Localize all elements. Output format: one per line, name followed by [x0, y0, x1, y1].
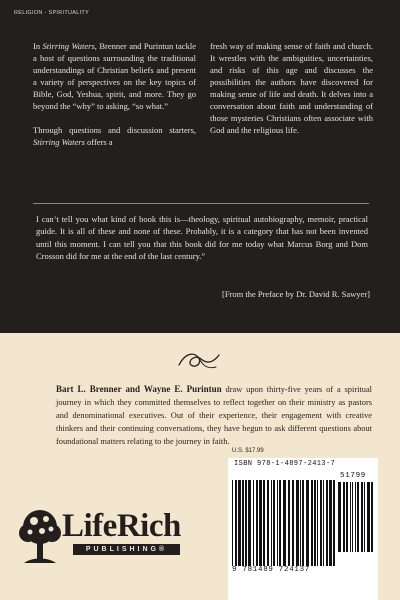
- barcode-bar: [253, 480, 254, 566]
- publisher-name: LifeRich: [62, 508, 181, 544]
- barcode-bar: [329, 480, 332, 566]
- barcode-bar: [283, 480, 286, 566]
- barcode-bar: [306, 480, 309, 566]
- publisher-sub-text: PUBLISHING: [85, 546, 159, 553]
- barcode-bar: [248, 480, 251, 566]
- barcode-bar: [271, 480, 272, 566]
- barcode-bar: [350, 482, 351, 552]
- barcode-bar: [296, 480, 299, 566]
- barcode-bar: [323, 480, 324, 566]
- barcode-bar: [317, 480, 318, 566]
- registered-mark: ®: [159, 546, 168, 553]
- barcode-bar: [311, 480, 313, 566]
- barcode-bar: [245, 480, 247, 566]
- barcode-area: [228, 448, 378, 598]
- barcode-bar: [300, 480, 301, 566]
- barcode-bar: [302, 480, 304, 566]
- description-paragraph-1: [33, 40, 196, 112]
- barcode-bar: [326, 480, 328, 566]
- publisher-sub: [73, 544, 180, 555]
- barcode-bar: [367, 482, 370, 552]
- barcode-bar: [263, 480, 265, 566]
- ean-number: 9 781489 724137: [232, 566, 311, 574]
- category-label: RELIGION - SPIRITUALITY: [14, 10, 90, 16]
- barcode-box: [228, 458, 378, 600]
- p2-rest: offers a: [84, 137, 113, 147]
- p1-rest: , Brenner and Purintun tackle a host of questions surrounding the traditional understandings of Christian beliefs and present a variety of perspectives on the key topics of Bible, God, Yeshua, spirit, and more. They go beyond the “why” to asking, “so what.”: [33, 41, 196, 111]
- author-bio: [56, 383, 372, 448]
- p2-lead: Through questions and discussion starters,: [33, 125, 196, 135]
- price-code-number: 51799: [340, 472, 367, 480]
- description: [33, 40, 373, 160]
- barcode-bar: [259, 480, 262, 566]
- barcode-bar: [242, 480, 244, 566]
- barcode-bar: [288, 480, 290, 566]
- barcode-bar: [343, 482, 345, 552]
- p1-book-title: Stirring Waters: [42, 41, 95, 51]
- barcode-bar: [352, 482, 353, 552]
- price-label: U.S. $17.99: [232, 448, 264, 454]
- barcode-bar: [320, 480, 322, 566]
- barcode-bar: [292, 480, 294, 566]
- barcode-bar: [267, 480, 269, 566]
- publisher-logo: [16, 503, 186, 573]
- divider-line: [33, 203, 369, 204]
- barcode-bar: [355, 482, 356, 552]
- barcode-bar: [277, 480, 278, 566]
- barcode-bar: [371, 482, 373, 552]
- barcode-bar: [238, 480, 241, 566]
- p2-book-title: Stirring Waters: [33, 137, 85, 147]
- barcode-bar: [314, 480, 316, 566]
- description-column-left: [33, 40, 196, 160]
- barcode-bar: [357, 482, 359, 552]
- quote-attribution: [From the Preface by Dr. David R. Sawyer]: [221, 289, 370, 299]
- author-bio-text: draw upon thirty-five years of a spiritual journey in which they committed themselves to reflect together on their ministry as pastors and denominational executives. Out of their experience, their engagement with creative thinkers and their continuing conversations, they have begun to ask different questions about foundational matters relating to the journey in faith.: [56, 385, 372, 447]
- author-names: Bart L. Brenner and Wayne E. Purintun: [56, 384, 222, 394]
- description-paragraph-3: fresh way of making sense of faith and church. It wrestles with the ambiguities, uncertainties, and risks of this age and discusses the possibilities the authors have discovered for making sense of life and death. It delves into a conversation about faith and understanding of those mysteries Christians often associate with God and the religious life.: [210, 41, 373, 135]
- price-code-barcode: [338, 482, 374, 552]
- flourish-ornament-icon: [176, 345, 222, 373]
- p1-lead: In: [33, 41, 43, 51]
- tree-icon: [16, 507, 64, 567]
- barcode-bar: [235, 480, 237, 566]
- barcode-bar: [232, 480, 233, 566]
- barcode-bar: [256, 480, 258, 566]
- barcode-bar: [273, 480, 275, 566]
- isbn-label: ISBN 978-1-4897-2413-7: [234, 460, 336, 468]
- barcode-bar: [279, 480, 281, 566]
- ean-barcode: [232, 480, 336, 566]
- barcode-bar: [333, 480, 335, 566]
- description-paragraph-2: [33, 124, 196, 148]
- barcode-bar: [338, 482, 341, 552]
- barcode-bar: [346, 482, 348, 552]
- cream-panel: [0, 333, 400, 600]
- preface-quote: I can’t tell you what kind of book this is—theology, spiritual autobiography, memoir, practical guide. It is all of these and none of these. Probably, it is a category that has not been invented until this moment. I can tell you that this book did for me today what Marcus Borg and Dom Crosson did for me at the end of the last century.”: [36, 214, 368, 261]
- barcode-bar: [364, 482, 365, 552]
- description-column-right: [210, 40, 373, 160]
- barcode-bar: [361, 482, 363, 552]
